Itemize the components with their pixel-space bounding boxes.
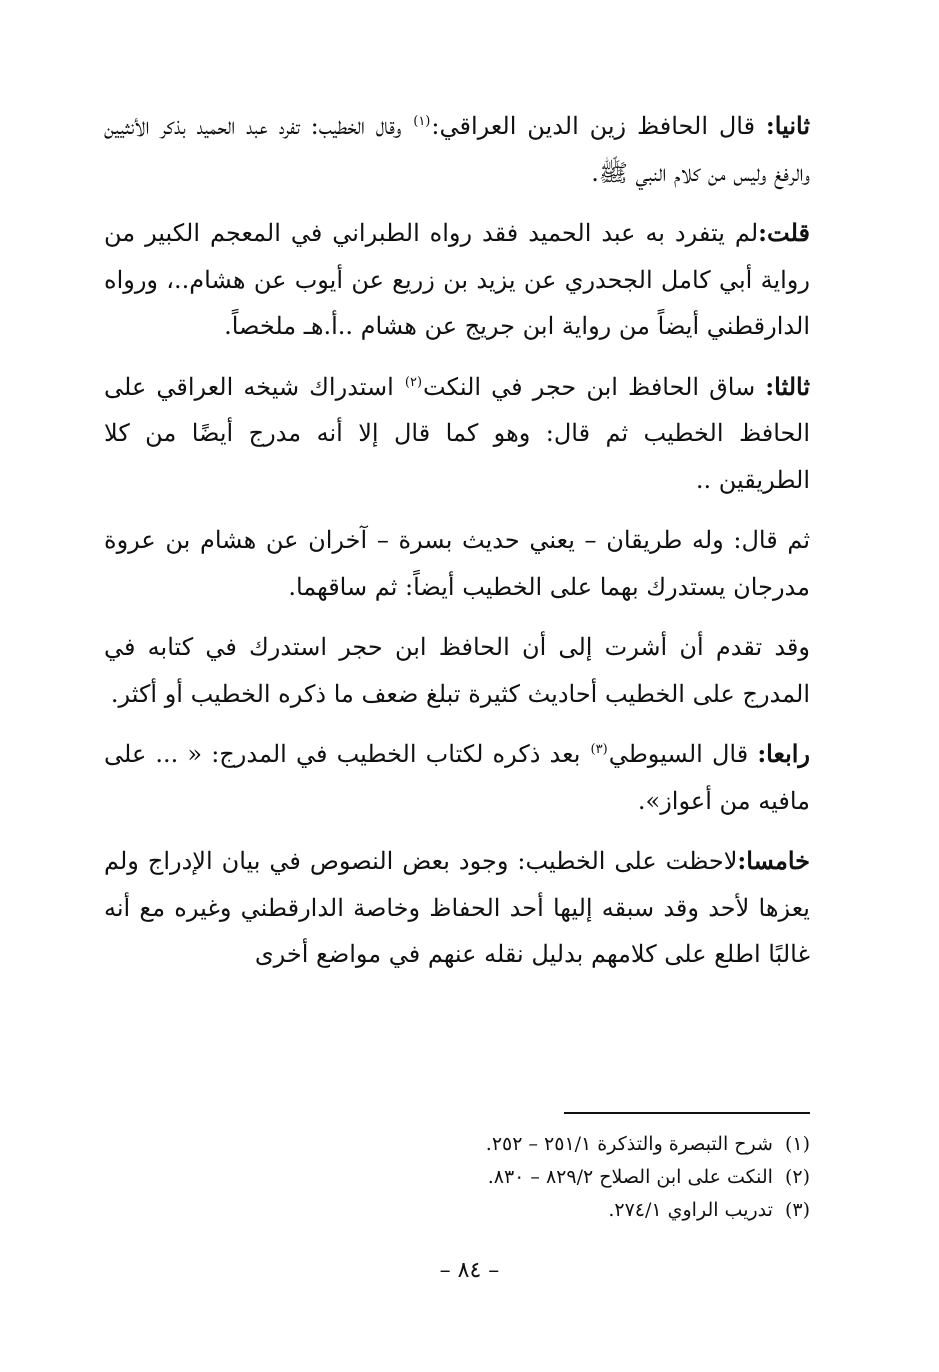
paragraph-thalithan [104,364,810,504]
footnote-number: (٣) [784,1199,810,1221]
paragraph-text: ساق الحافظ ابن حجر في النكت [423,372,766,401]
footnotes [210,1128,810,1227]
footnote-1 [210,1128,810,1161]
footnote-number: (٢) [784,1166,810,1188]
paragraph-text: بعد ذكره لكتاب الخطيب في المدرج: « ... على مافيه من أعواز». [104,740,810,815]
paragraph-qultu [104,210,810,350]
footnote-text: شرح التبصرة والتذكرة ٢٥١/١ – ٢٥٢. [485,1133,773,1155]
footnote-ref-1[interactable]: (١) [413,114,431,129]
paragraph-khamisan [104,838,810,978]
paragraph-text: ثم قال: وله طريقان – يعني حديث بسرة – آخران عن هشام بن عروة مدرجان يستدرك بهما على الخطيب أيضاً: ثم ساقهما. [104,526,811,601]
footnote-number: (١) [784,1133,810,1155]
paragraph-lead: ثالثا: [765,371,810,401]
paragraph-text: قال الحافظ زين الدين العراقي: [431,112,766,140]
paragraph-lead: خامسا: [737,846,810,875]
paragraph-text: وقد تقدم أن أشرت إلى أن الحافظ ابن حجر استدرك في كتابه في المدرج على الخطيب أحاديث كثيرة تبلغ ضعف ما ذكره الخطيب أو أكثر. [104,633,810,708]
paragraph-thumma-qal [104,517,810,610]
paragraph-rabian [104,731,810,824]
footnote-text: تدريب الراوي ٢٧٤/١. [608,1199,773,1221]
paragraph-text: قال السيوطي [608,740,758,768]
footnote-3 [210,1194,810,1227]
paragraph-lead: قلت: [758,218,810,247]
footnote-2 [210,1161,810,1194]
footnote-text: النكت على ابن الصلاح ٨٢٩/٢ – ٨٣٠. [487,1166,773,1188]
paragraph-text: استدراك شيخه العراقي على الحافظ الخطيب ثم قال: وهو كما قال إلا أنه مدرج أيضًا من كلا الطريقين .. [104,372,810,494]
page-body [104,103,810,992]
footnote-divider [564,1112,810,1114]
paragraph-lead: رابعا: [757,739,810,768]
paragraph-text: لم يتفرد به عبد الحميد فقد رواه الطبراني في المعجم الكبير من رواية أبي كامل الجحدري عن يزيد بن زريع عن أيوب عن هشام..، ورواه الدارقطني أيضاً من رواية ابن جريج عن هشام ..أ.هـ ملخصاً. [104,219,810,340]
footnote-ref-3[interactable]: (٣) [590,742,608,757]
paragraph-text: لاحظت على الخطيب: وجود بعض النصوص في بيان الإدراج ولم يعزها لأحد وقد سبقه إليها أحد الحفاظ وخاصة الدارقطني وغيره مع أنه غالبًا اطلع على كلامهم بدليل نقله عنهم في مواضع أخرى [104,847,810,968]
paragraph-lead: ثانيا: [765,111,810,140]
footnote-ref-2[interactable]: (٢) [404,374,423,390]
paragraph-waqad-taqaddam [104,624,810,717]
paragraph-text: وقال الخطيب: تفرد عبد الحميد بذكر الأنثيين والرفغ وليس من كلام النبي ﷺ. [104,112,810,187]
page-number: – ٨٤ – [439,1258,500,1283]
paragraph-thaniyan [104,103,810,196]
